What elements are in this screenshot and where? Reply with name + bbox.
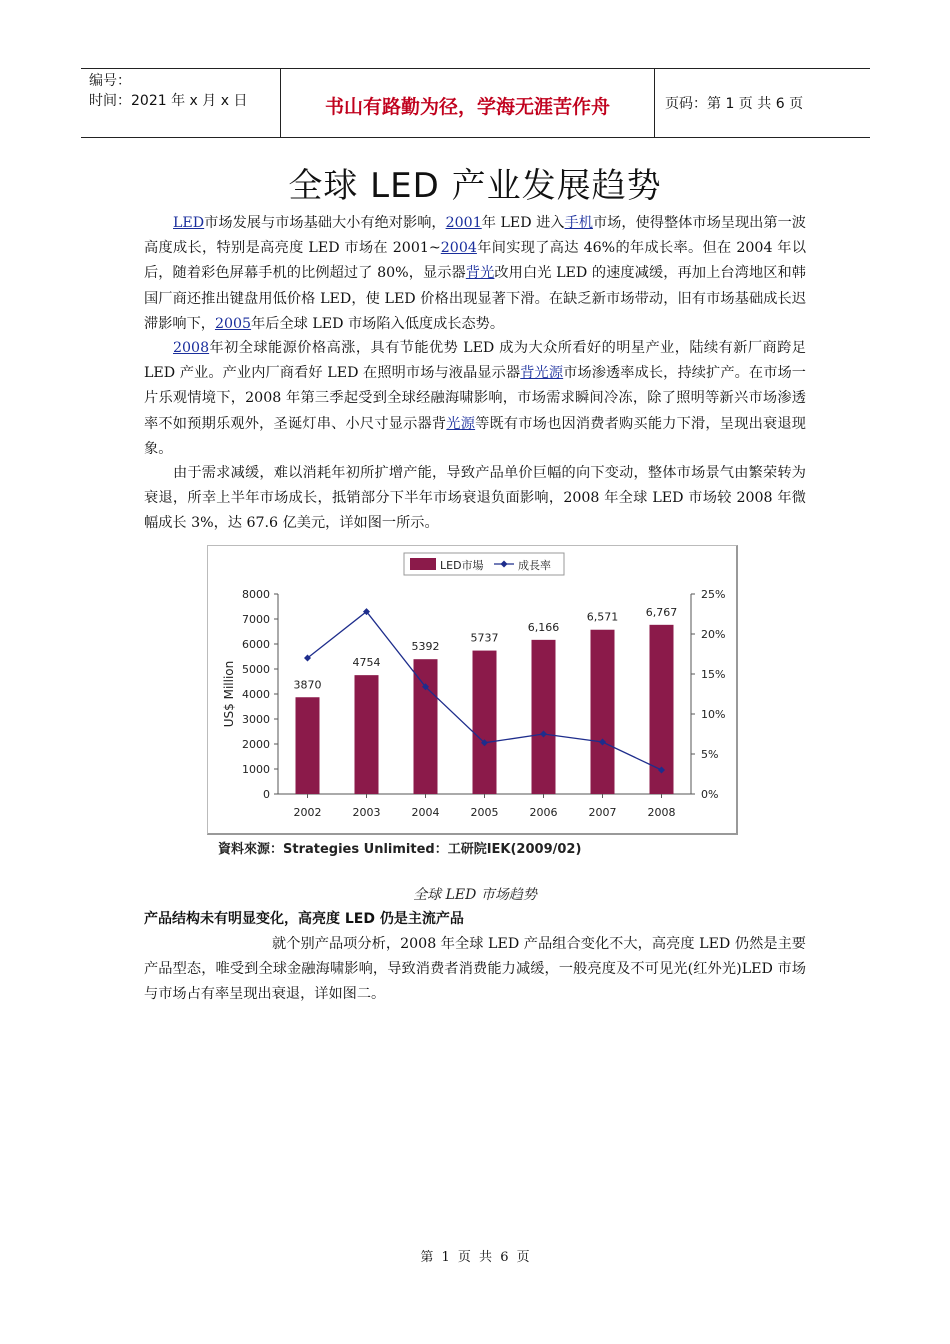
link-mobile-phone[interactable]: 手机 [564,215,593,231]
y-tick-label-left: 2000 [242,738,270,751]
bar-value-label: 6,767 [645,605,678,619]
bar-value-label: 6,166 [527,620,560,634]
y-tick-label-left: 0 [263,788,270,801]
text-span: 年初全球能源价格高涨，具有节能优势 LED 成为大众所看好的明星产业，陆续有新厂商跨足 LED 产业。产业内厂商看好 LED 在照明市场与液晶显示器 [144,340,806,382]
link-light-source[interactable]: 光源 [446,415,476,432]
page-title: 全球 LED 产业发展趋势 [288,166,662,206]
text-span: 改用白光 LED 的速度减缓，再加上台湾地区和韩国厂商还推出键盘用低价格 LED，使 LED 价格出现显著下滑。在缺乏新市场带动，旧有市场基础成长迟滞影响下， [144,265,806,332]
y-axis-title: US$ Million [222,660,236,728]
y-tick-label-left: 3000 [242,713,270,726]
chart-svg [208,546,737,834]
y-tick-label-right: 10% [701,708,726,721]
link-2008[interactable]: 2008 [173,340,210,356]
page-footer: 第 1 页 共 6 页 [420,1250,530,1265]
bar [355,675,379,794]
bar-value-label: 5737 [470,631,499,645]
link-backlight[interactable]: 背光 [465,265,495,282]
bar-value-label: 6,571 [586,610,619,624]
bar [296,697,320,794]
x-tick-label: 2004 [411,806,440,819]
text-span: 市场发展与市场基础大小有绝对影响， [204,215,446,231]
paragraph-4-text: 就个别产品项分析，2008 年全球 LED 产品组合变化不大，高亮度 LED 仍然是主要产品型态，唯受到全球金融海啸影响，导致消费者消费能力减缓，一般亮度及不可见光(红外光)LED 市场与市场占有率呈现出衰退，详如图二。 [144,936,806,1003]
text-span: 市场，使得整体市场呈现出第一波高度成长，特别是高亮度 LED 市场在 2001~ [144,215,806,257]
link-2004[interactable]: 2004 [440,240,477,257]
bar-value-label: 5392 [411,640,440,654]
y-tick-label-left: 7000 [242,613,270,626]
section-subheading: 产品结构未有明显变化，高亮度 LED 仍是主流产品 [144,911,464,927]
time-label: 时间：2021 年 x 月 x 日 [89,93,248,109]
paragraph-1 [144,211,806,337]
y-tick-label-left: 8000 [242,588,270,601]
y-tick-label-left: 6000 [242,638,270,651]
link-2005[interactable]: 2005 [214,315,252,332]
legend-swatch-bar [410,558,436,570]
header-table [81,68,870,138]
text-span: 等既有市场也因消费者购买能力下滑，呈现出衰退现象。 [144,415,806,457]
paragraph-3 [144,461,806,537]
y-tick-label-right: 25% [701,588,726,601]
bar [591,630,615,794]
bar [414,659,438,794]
x-tick-label: 2008 [647,806,676,819]
bar-value-label: 3870 [293,678,322,692]
y-tick-label-left: 1000 [242,763,270,776]
paragraph-2 [144,336,806,462]
link-backlight-source[interactable]: 背光源 [520,365,564,382]
y-tick-label-left: 5000 [242,663,270,676]
x-tick-label: 2006 [529,806,558,819]
x-tick-label: 2007 [588,806,617,819]
number-label: 编号： [89,73,131,89]
y-tick-label-left: 4000 [242,688,270,701]
chart-source: 資料來源：Strategies Unlimited：工研院IEK(2009/02) [218,842,582,857]
header-meta [81,69,281,137]
legend-label-line: 成長率 [518,559,551,572]
bar-value-label: 4754 [352,656,381,670]
link-2001[interactable]: 2001 [445,215,482,231]
paragraph-3-text: 由于需求减缓，难以消耗年初所扩增产能，导致产品单价巨幅的向下变动，整体市场景气由繁荣转为衰退，所幸上半年市场成长，抵销部分下半年市场衰退负面影响，2008 年全球 LED 市场较 2008 年微幅成长 3%，达 67.6 亿美元，详如图一所示。 [144,465,806,532]
x-tick-label: 2003 [352,806,381,819]
paragraph-4 [144,932,806,1008]
legend-label-bar: LED市場 [440,559,484,572]
text-span: 年间实现了高达 46%的年成长率。但在 2004 年以后，随着彩色屏幕手机的比例超过了 80%，显示器 [144,240,807,282]
y-tick-label-right: 20% [701,628,726,641]
bar [473,651,497,794]
led-market-chart [207,545,738,835]
text-span: 年 LED 进入 [481,215,565,231]
x-tick-label: 2005 [470,806,499,819]
link-led[interactable]: LED [173,215,205,231]
text-span: 市场渗透率成长，持续扩产。在市场一片乐观情境下，2008 年第三季起受到全球经融海啸影响，市场需求瞬间冷冻，除了照明等新兴市场渗透率不如预期乐观外，圣诞灯串、小尺寸显示器背 [144,365,806,432]
y-tick-label-right: 15% [701,668,726,681]
header-motto: 书山有路勤为径，学海无涯苦作舟 [281,69,655,137]
header-page-info: 页码：第 1 页 共 6 页 [665,96,804,112]
bar [532,640,556,794]
figure-caption: 全球 LED 市场趋势 [413,887,537,903]
y-tick-label-right: 0% [701,788,719,801]
text-span: 年后全球 LED 市场陷入低度成长态势。 [251,315,505,332]
y-tick-label-right: 5% [701,748,719,761]
x-tick-label: 2002 [293,806,322,819]
